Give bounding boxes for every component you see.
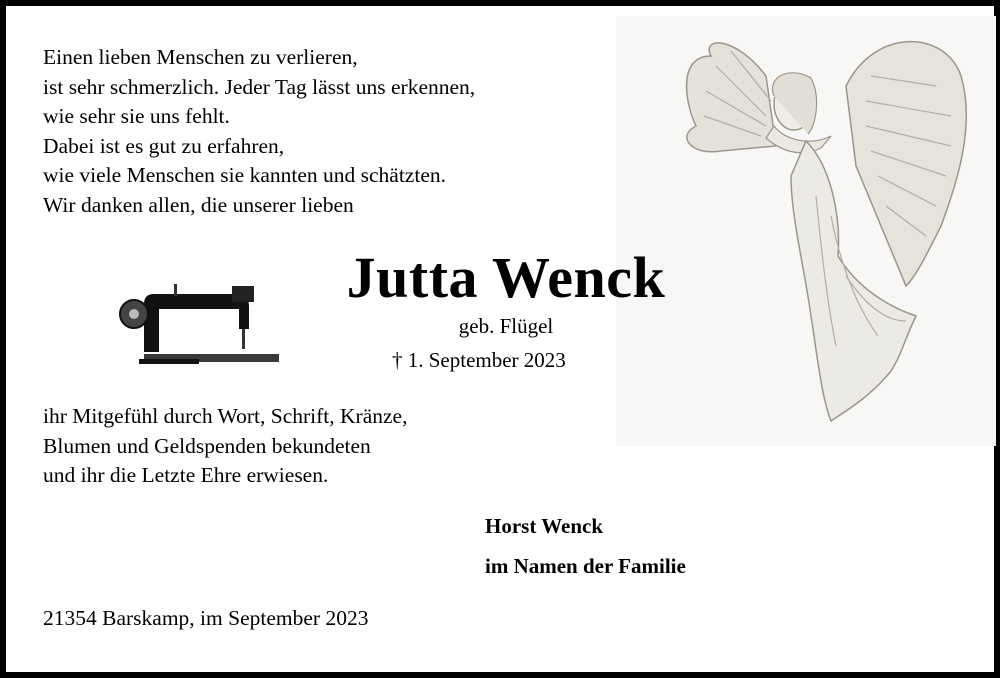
- intro-text: [43, 43, 475, 220]
- thanks-line: und ihr die Letzte Ehre erwiesen.: [43, 463, 329, 487]
- intro-line: wie viele Menschen sie kannten und schätzten.: [43, 163, 446, 187]
- maiden-name: geb. Flügel: [458, 314, 554, 338]
- death-date: † 1. September 2023: [392, 348, 566, 372]
- thanks-line: Blumen und Geldspenden bekundeten: [43, 433, 371, 458]
- sewing-machine-icon: [114, 274, 284, 369]
- signature-name: Horst Wenck: [485, 514, 604, 538]
- intro-line: wie sehr sie uns fehlt.: [43, 104, 230, 128]
- place-date: 21354 Barskamp, im September 2023: [43, 606, 369, 630]
- signature-note: im Namen der Familie: [485, 554, 686, 578]
- intro-line: Einen lieben Menschen zu verlieren,: [43, 45, 358, 69]
- angel-sculpture-icon: [616, 16, 996, 446]
- deceased-name: Jutta Wenck: [346, 245, 666, 310]
- thanks-line: ihr Mitgefühl durch Wort, Schrift, Kränze,: [43, 404, 408, 428]
- intro-line: Wir danken allen, die unserer lieben: [43, 192, 354, 217]
- intro-line: ist sehr schmerzlich. Jeder Tag lässt uns erkennen,: [43, 74, 476, 99]
- thanks-text: [43, 402, 407, 491]
- intro-line: Dabei ist es gut zu erfahren,: [43, 133, 285, 158]
